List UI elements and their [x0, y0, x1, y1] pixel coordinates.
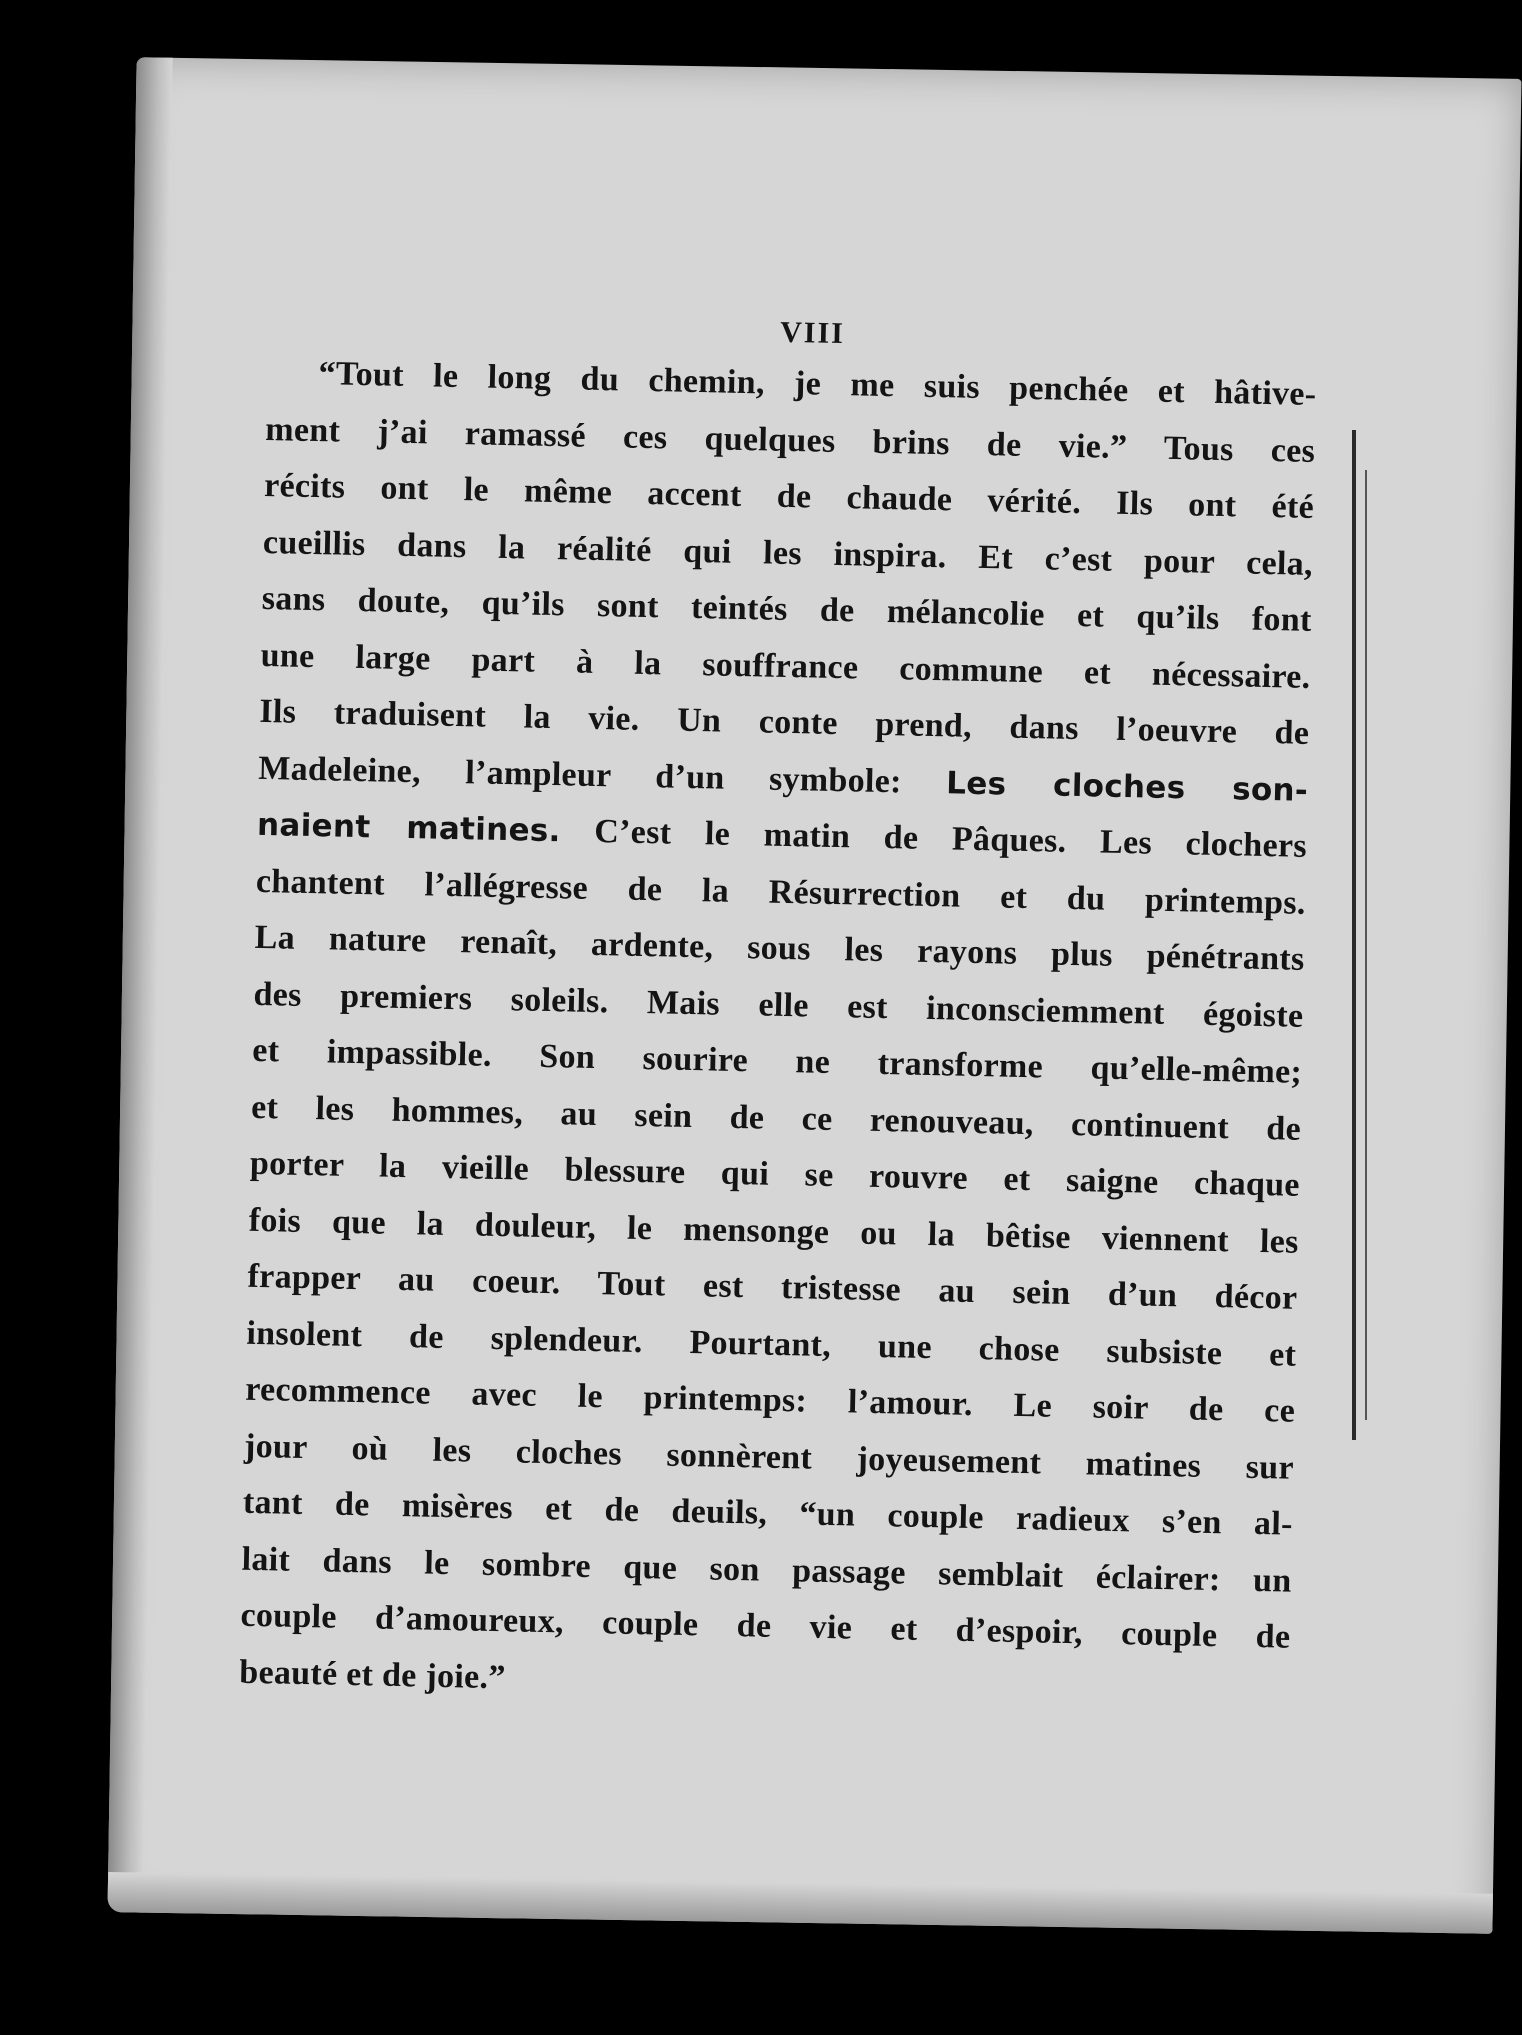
text-line: une large part à la souffrance commune et nécessaire. — [260, 636, 1311, 696]
text-line: récits ont le même accent de chaude vérité. Ils ont été — [263, 466, 1315, 526]
text-line: porter la vieille blessure qui se rouvre et saigne chaque — [249, 1144, 1301, 1204]
text-line: beauté et de joie.” — [238, 1653, 506, 1696]
text-segment: C’est le matin de Pâques. Les clochers — [560, 812, 1308, 865]
page-text-block — [239, 305, 1318, 1723]
margin-rule-line — [1352, 430, 1356, 1440]
text-segment: Madeleine, l’ampleur d’un symbole: — [257, 749, 947, 801]
story-title: naient matines. — [256, 806, 562, 850]
text-line: fois que la douleur, le mensonge ou la bêtise viennent les — [248, 1201, 1299, 1261]
text-line: cueillis dans la réalité qui les inspira. Et c’est pour cela, — [262, 523, 1314, 583]
text-line: tant de misères et de deuils, “un couple radieux s’en al- — [242, 1483, 1294, 1543]
text-line: chantent l’allégresse de la Résurrection et du printemps. — [255, 862, 1307, 922]
text-line: recommence avec le printemps: l’amour. Le soir de ce — [244, 1370, 1296, 1430]
text-line: “Tout le long du chemin, je me suis penchée et hâtive- — [318, 355, 1317, 413]
page-left-edge — [108, 57, 173, 1912]
text-line: lait dans le sombre que son passage semblait éclairer: un — [241, 1540, 1292, 1600]
page-bottom-edge — [108, 1872, 1493, 1934]
margin-rule-line-secondary — [1365, 470, 1367, 1420]
text-line: insolent de splendeur. Pourtant, une chose subsiste et — [246, 1314, 1297, 1374]
text-line: Ils traduisent la vie. Un conte prend, dans l’oeuvre de — [259, 692, 1310, 752]
text-line: et impassible. Son sourire ne transforme qu’elle-même; — [251, 1031, 1303, 1091]
text-line: La nature renaît, ardente, sous les rayons plus pénétrants — [254, 918, 1305, 978]
story-title: Les cloches son- — [945, 764, 1309, 809]
text-line: jour où les cloches sonnèrent joyeusement matines sur — [243, 1427, 1295, 1487]
text-line: frapper au coeur. Tout est tristesse au sein d’un décor — [247, 1257, 1298, 1317]
page-number: VIII — [779, 315, 846, 351]
text-line: sans doute, qu’ils sont teintés de mélancolie et qu’ils font — [261, 579, 1313, 639]
text-line: des premiers soleils. Mais elle est inconsciemment égoiste — [253, 975, 1304, 1035]
text-line: et les hommes, au sein de ce renouveau, continuent de — [250, 1088, 1302, 1148]
text-line: ment j’ai ramassé ces quelques brins de vie.” Tous ces — [265, 410, 1316, 470]
text-line: couple d’amoureux, couple de vie et d’espoir, couple de — [240, 1596, 1291, 1656]
